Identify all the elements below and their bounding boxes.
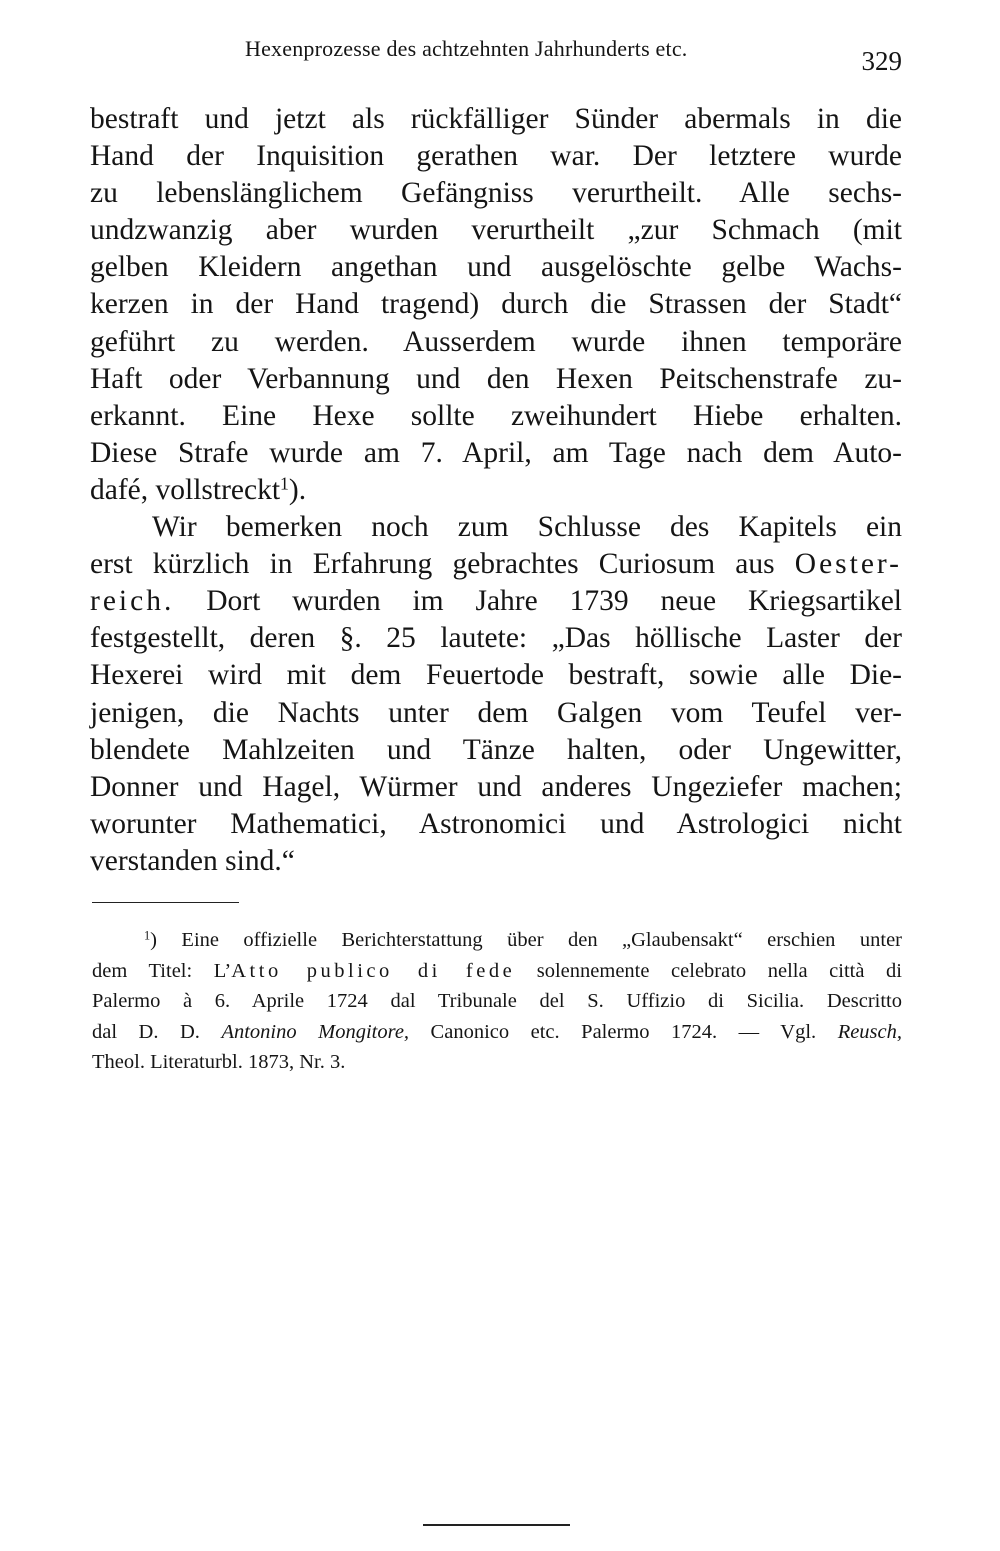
footnote-text: Canonico etc. Palermo 1724. — Vgl. bbox=[409, 1020, 838, 1043]
author-name: Antonino Mongitore, bbox=[221, 1020, 410, 1043]
running-header bbox=[90, 36, 902, 76]
chapter-end-rule bbox=[423, 1524, 570, 1526]
footnote-line bbox=[92, 1017, 902, 1048]
spaced-emphasis: Oester- bbox=[794, 548, 902, 581]
text-line: geführt zu werden. Ausserdem wurde ihnen temporäre bbox=[90, 325, 902, 358]
text-line bbox=[90, 472, 902, 509]
text-line: Hexerei wird mit dem Feuertode bestraft, sowie alle Die- bbox=[90, 659, 902, 692]
text-line: zu lebenslänglichem Gefängniss verurtheilt. Alle sechs- bbox=[90, 177, 902, 210]
spaced-title: Atto publico di fede bbox=[231, 959, 516, 982]
text-line: jenigen, die Nachts unter dem Galgen vom Teufel ver- bbox=[90, 696, 902, 729]
paragraph-first-line: Wir bemerken noch zum Schlusse des Kapitels ein bbox=[152, 511, 902, 544]
text-line: erkannt. Eine Hexe sollte zweihundert Hiebe erhalten. bbox=[90, 399, 902, 432]
text-line: verstanden sind.“ bbox=[90, 844, 295, 877]
footnote-reference: 1 bbox=[280, 473, 289, 494]
text-line bbox=[90, 546, 902, 583]
text-line: undzwanzig aber wurden verurtheilt „zur Schmach (mit bbox=[90, 214, 902, 247]
author-name: Reusch, bbox=[837, 1020, 903, 1043]
footnote-line bbox=[92, 956, 902, 987]
text-line: blendete Mahlzeiten und Tänze halten, oder Ungewitter, bbox=[90, 733, 902, 766]
footnote bbox=[92, 925, 902, 1078]
text-line: festgestellt, deren §. 25 lautete: „Das höllische Laster der bbox=[90, 622, 902, 655]
running-title: Hexenprozesse des achtzehnten Jahrhunderts etc. bbox=[245, 36, 688, 61]
text-line: bestraft und jetzt als rückfälliger Sünder abermals in die bbox=[90, 103, 902, 135]
footnote-marker: 1 bbox=[144, 928, 151, 943]
text-line: gelben Kleidern angethan und ausgelöschte gelbe Wachs- bbox=[90, 251, 902, 284]
text-line: Diese Strafe wurde am 7. April, am Tage nach dem Auto- bbox=[90, 436, 902, 469]
footnote-line: Palermo à 6. Aprile 1724 dal Tribunale del S. Uffizio di Sicilia. Descritto bbox=[92, 990, 902, 1013]
text-line: Hand der Inquisition gerathen war. Der letztere wurde bbox=[90, 140, 902, 173]
line-text: erst kürzlich in Erfahrung gebrachtes Curiosum aus bbox=[90, 548, 795, 581]
text-line: kerzen in der Hand tragend) durch die Strassen der Stadt“ bbox=[90, 288, 902, 321]
text-line bbox=[90, 583, 902, 620]
footnote-line: Theol. Literaturbl. 1873, Nr. 3. bbox=[92, 1051, 346, 1074]
text-line: worunter Mathematici, Astronomici und Astrologici nicht bbox=[90, 807, 902, 840]
text-line: Donner und Hagel, Würmer und anderes Ungeziefer machen; bbox=[90, 770, 902, 803]
line-text: ). bbox=[288, 473, 307, 506]
line-text: dafé, vollstreckt bbox=[90, 473, 281, 506]
footnote-text: solennemente celebrato nella città di bbox=[515, 959, 902, 982]
footnote-text: dal D. D. bbox=[92, 1020, 222, 1043]
text-line: Haft oder Verbannung und den Hexen Peitschenstrafe zu- bbox=[90, 362, 902, 395]
footnote-line bbox=[92, 925, 902, 956]
main-text bbox=[90, 101, 902, 880]
page-number: 329 bbox=[861, 46, 902, 76]
footnote-text: ) Eine offizielle Berichterstattung über den „Glaubensakt“ erschien unter bbox=[150, 929, 902, 951]
spaced-emphasis: reich. bbox=[90, 585, 175, 618]
footnote-divider bbox=[92, 902, 239, 903]
footnote-text: dem Titel: L’ bbox=[92, 959, 232, 982]
line-text: Dort wurden im Jahre 1739 neue Kriegsartikel bbox=[174, 585, 902, 618]
